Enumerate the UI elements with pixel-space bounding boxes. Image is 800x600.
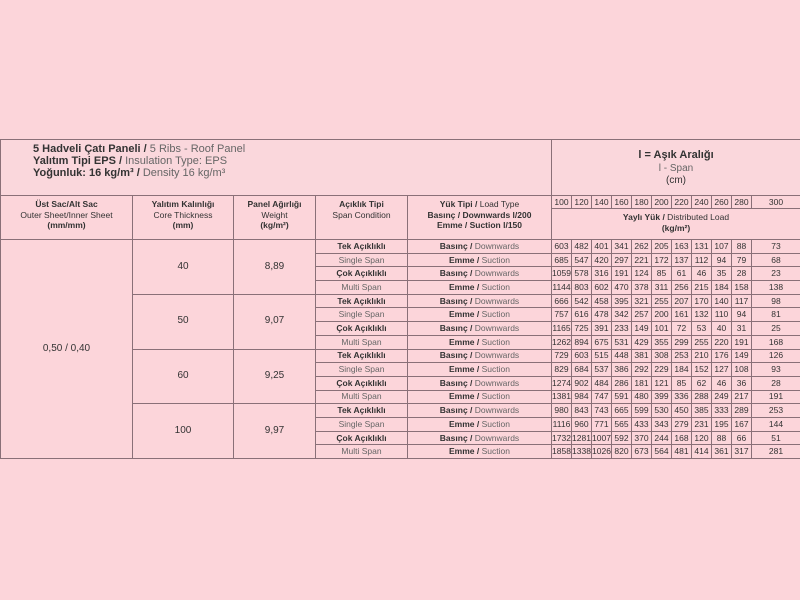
load-value: 46 — [692, 267, 712, 281]
load-value: 391 — [592, 322, 612, 336]
load-value: 124 — [632, 267, 652, 281]
load-value: 980 — [552, 404, 572, 418]
load-value: 370 — [632, 431, 652, 445]
load-suction-label: Emme / Suction — [408, 308, 552, 322]
load-value: 547 — [572, 253, 592, 267]
sheet-thickness: 0,50 / 0,40 — [1, 240, 133, 459]
load-value: 112 — [692, 253, 712, 267]
load-downwards-label: Basınç / Downwards — [408, 376, 552, 390]
load-value: 195 — [712, 417, 732, 431]
load-value: 88 — [732, 240, 752, 254]
load-value: 481 — [672, 445, 692, 459]
span-value: 300 — [752, 196, 800, 209]
load-value: 62 — [692, 376, 712, 390]
load-value: 482 — [572, 240, 592, 254]
load-value: 144 — [752, 417, 800, 431]
load-value: 149 — [732, 349, 752, 363]
load-value: 829 — [552, 363, 572, 377]
load-value: 894 — [572, 335, 592, 349]
span-multi-label: Çok Açıklıklı — [316, 267, 408, 281]
load-value: 666 — [552, 294, 572, 308]
span-title-block — [552, 140, 800, 196]
load-suction-label: Emme / Suction — [408, 417, 552, 431]
load-value: 1007 — [592, 431, 612, 445]
load-value: 61 — [672, 267, 692, 281]
load-value: 121 — [652, 376, 672, 390]
load-value: 149 — [632, 322, 652, 336]
span-value: 240 — [692, 196, 712, 209]
load-value: 35 — [712, 267, 732, 281]
load-value: 88 — [712, 431, 732, 445]
load-value: 72 — [672, 322, 692, 336]
load-value: 253 — [672, 349, 692, 363]
load-value: 321 — [632, 294, 652, 308]
load-value: 381 — [632, 349, 652, 363]
load-table — [0, 139, 800, 459]
load-value: 984 — [572, 390, 592, 404]
load-value: 217 — [732, 390, 752, 404]
load-value: 401 — [592, 240, 612, 254]
load-value: 46 — [712, 376, 732, 390]
load-value: 101 — [652, 322, 672, 336]
load-downwards-label: Basınç / Downwards — [408, 431, 552, 445]
load-value: 336 — [672, 390, 692, 404]
load-value: 256 — [672, 281, 692, 295]
load-value: 1116 — [552, 417, 572, 431]
load-value: 843 — [572, 404, 592, 418]
span-multi-label: Çok Açıklıklı — [316, 431, 408, 445]
load-value: 85 — [672, 376, 692, 390]
load-value: 98 — [752, 294, 800, 308]
load-value: 94 — [712, 253, 732, 267]
load-value: 279 — [672, 417, 692, 431]
load-suction-label: Emme / Suction — [408, 253, 552, 267]
load-value: 161 — [672, 308, 692, 322]
load-value: 110 — [712, 308, 732, 322]
load-value: 343 — [652, 417, 672, 431]
span-multi-label: Çok Açıklıklı — [316, 376, 408, 390]
load-value: 249 — [712, 390, 732, 404]
load-value: 1732 — [552, 431, 572, 445]
load-suction-label: Emme / Suction — [408, 281, 552, 295]
load-value: 184 — [672, 363, 692, 377]
load-downwards-label: Basınç / Downwards — [408, 240, 552, 254]
load-value: 448 — [612, 349, 632, 363]
load-value: 355 — [652, 335, 672, 349]
span-single-label: Tek Açıklıklı — [316, 294, 408, 308]
load-value: 131 — [692, 240, 712, 254]
load-value: 107 — [712, 240, 732, 254]
load-value: 385 — [692, 404, 712, 418]
load-value: 603 — [572, 349, 592, 363]
load-value: 25 — [752, 322, 800, 336]
core-thickness: 50 — [133, 294, 234, 349]
panel-title-block — [1, 140, 552, 196]
load-value: 140 — [712, 294, 732, 308]
panel-weight: 9,25 — [234, 349, 316, 404]
span-title: l = Aşık Aralığı — [638, 149, 714, 162]
load-value: 170 — [692, 294, 712, 308]
load-downwards-label: Basınç / Downwards — [408, 349, 552, 363]
load-value: 484 — [592, 376, 612, 390]
load-value: 231 — [692, 417, 712, 431]
load-value: 902 — [572, 376, 592, 390]
load-value: 685 — [552, 253, 572, 267]
span-single-label: Tek Açıklıklı — [316, 404, 408, 418]
load-value: 603 — [552, 240, 572, 254]
load-value: 342 — [612, 308, 632, 322]
load-value: 132 — [692, 308, 712, 322]
density-en: Density 16 kg/m³ — [139, 166, 226, 179]
load-suction-label: Emme / Suction — [408, 445, 552, 459]
load-value: 297 — [612, 253, 632, 267]
load-value: 163 — [672, 240, 692, 254]
span-single-label-en: Single Span — [316, 417, 408, 431]
load-value: 229 — [652, 363, 672, 377]
span-value: 180 — [632, 196, 652, 209]
load-value: 530 — [652, 404, 672, 418]
load-value: 73 — [752, 240, 800, 254]
load-value: 531 — [612, 335, 632, 349]
load-value: 172 — [652, 253, 672, 267]
load-value: 803 — [572, 281, 592, 295]
load-value: 257 — [632, 308, 652, 322]
load-value: 458 — [592, 294, 612, 308]
span-single-label: Tek Açıklıklı — [316, 240, 408, 254]
distributed-load-header: Yaylı Yük / Distributed Load (kg/m²) — [552, 209, 800, 240]
span-multi-label-en: Multi Span — [316, 281, 408, 295]
load-value: 450 — [672, 404, 692, 418]
load-value: 167 — [732, 417, 752, 431]
load-value: 158 — [732, 281, 752, 295]
load-value: 184 — [712, 281, 732, 295]
load-value: 220 — [712, 335, 732, 349]
load-suction-label: Emme / Suction — [408, 363, 552, 377]
load-suction-label: Emme / Suction — [408, 390, 552, 404]
load-value: 747 — [592, 390, 612, 404]
load-value: 515 — [592, 349, 612, 363]
load-value: 378 — [632, 281, 652, 295]
load-value: 565 — [612, 417, 632, 431]
load-value: 308 — [652, 349, 672, 363]
load-value: 281 — [752, 445, 800, 459]
load-value: 286 — [612, 376, 632, 390]
span-value: 160 — [612, 196, 632, 209]
load-value: 960 — [572, 417, 592, 431]
load-value: 94 — [732, 308, 752, 322]
load-value: 233 — [612, 322, 632, 336]
span-unit: (cm) — [666, 174, 686, 186]
load-value: 85 — [652, 267, 672, 281]
load-value: 1281 — [572, 431, 592, 445]
load-value: 137 — [672, 253, 692, 267]
span-multi-label-en: Multi Span — [316, 335, 408, 349]
load-value: 578 — [572, 267, 592, 281]
load-value: 399 — [652, 390, 672, 404]
load-value: 478 — [592, 308, 612, 322]
col-sheet: Üst Sac/Alt Sac Outer Sheet/Inner Sheet (mm/mm) — [1, 196, 133, 240]
load-value: 602 — [592, 281, 612, 295]
span-multi-label-en: Multi Span — [316, 445, 408, 459]
span-value: 260 — [712, 196, 732, 209]
core-thickness: 100 — [133, 404, 234, 459]
load-value: 191 — [752, 390, 800, 404]
load-downwards-label: Basınç / Downwards — [408, 294, 552, 308]
load-value: 181 — [632, 376, 652, 390]
load-value: 542 — [572, 294, 592, 308]
load-value: 168 — [752, 335, 800, 349]
col-load: Yük Tipi / Load Type Basınç / Downwards l/200 Emme / Suction l/150 — [408, 196, 552, 240]
load-value: 215 — [692, 281, 712, 295]
density-tr: Yoğunluk: 16 kg/m³ / — [33, 166, 140, 179]
core-thickness: 60 — [133, 349, 234, 404]
panel-weight: 9,97 — [234, 404, 316, 459]
span-value: 120 — [572, 196, 592, 209]
span-single-label-en: Single Span — [316, 253, 408, 267]
core-thickness: 40 — [133, 240, 234, 295]
span-value: 200 — [652, 196, 672, 209]
load-value: 23 — [752, 267, 800, 281]
load-value: 684 — [572, 363, 592, 377]
load-downwards-label: Basınç / Downwards — [408, 267, 552, 281]
load-value: 1381 — [552, 390, 572, 404]
load-value: 127 — [712, 363, 732, 377]
panel-weight: 9,07 — [234, 294, 316, 349]
span-multi-label: Çok Açıklıklı — [316, 322, 408, 336]
load-value: 288 — [692, 390, 712, 404]
load-value: 299 — [672, 335, 692, 349]
load-value: 1858 — [552, 445, 572, 459]
load-value: 591 — [612, 390, 632, 404]
load-value: 28 — [752, 376, 800, 390]
load-value: 317 — [732, 445, 752, 459]
load-value: 537 — [592, 363, 612, 377]
table-row — [1, 240, 800, 254]
load-value: 1165 — [552, 322, 572, 336]
load-value: 743 — [592, 404, 612, 418]
load-value: 341 — [612, 240, 632, 254]
col-weight: Panel Ağırlığı Weight (kg/m²) — [234, 196, 316, 240]
insulation-tr: Yalıtım Tipi EPS / — [33, 154, 123, 167]
load-value: 53 — [692, 322, 712, 336]
load-value: 221 — [632, 253, 652, 267]
load-value: 420 — [592, 253, 612, 267]
load-value: 81 — [752, 308, 800, 322]
panel-weight: 8,89 — [234, 240, 316, 295]
load-value: 665 — [612, 404, 632, 418]
load-value: 79 — [732, 253, 752, 267]
load-value: 771 — [592, 417, 612, 431]
load-value: 599 — [632, 404, 652, 418]
load-value: 108 — [732, 363, 752, 377]
load-value: 152 — [692, 363, 712, 377]
span-value: 100 — [552, 196, 572, 209]
load-value: 117 — [732, 294, 752, 308]
load-value: 191 — [612, 267, 632, 281]
load-value: 93 — [752, 363, 800, 377]
load-value: 1274 — [552, 376, 572, 390]
load-value: 480 — [632, 390, 652, 404]
load-value: 255 — [652, 294, 672, 308]
span-value: 220 — [672, 196, 692, 209]
title-tr: 5 Hadveli Çatı Paneli / — [33, 143, 147, 155]
load-value: 592 — [612, 431, 632, 445]
load-value: 725 — [572, 322, 592, 336]
load-value: 262 — [632, 240, 652, 254]
load-value: 675 — [592, 335, 612, 349]
load-value: 28 — [732, 267, 752, 281]
load-value: 51 — [752, 431, 800, 445]
load-suction-label: Emme / Suction — [408, 335, 552, 349]
load-value: 729 — [552, 349, 572, 363]
load-downwards-label: Basınç / Downwards — [408, 322, 552, 336]
load-downwards-label: Basınç / Downwards — [408, 404, 552, 418]
load-value: 1026 — [592, 445, 612, 459]
load-value: 120 — [692, 431, 712, 445]
load-value: 255 — [692, 335, 712, 349]
load-value: 68 — [752, 253, 800, 267]
load-value: 200 — [652, 308, 672, 322]
load-value: 168 — [672, 431, 692, 445]
load-value: 66 — [732, 431, 752, 445]
load-value: 1144 — [552, 281, 572, 295]
span-value: 280 — [732, 196, 752, 209]
load-value: 316 — [592, 267, 612, 281]
load-value: 470 — [612, 281, 632, 295]
load-value: 311 — [652, 281, 672, 295]
load-value: 1262 — [552, 335, 572, 349]
load-value: 820 — [612, 445, 632, 459]
span-subtitle: l - Span — [658, 162, 694, 174]
span-multi-label-en: Multi Span — [316, 390, 408, 404]
load-value: 253 — [752, 404, 800, 418]
load-value: 40 — [712, 322, 732, 336]
load-value: 31 — [732, 322, 752, 336]
load-value: 395 — [612, 294, 632, 308]
load-value: 292 — [632, 363, 652, 377]
load-value: 138 — [752, 281, 800, 295]
load-value: 1059 — [552, 267, 572, 281]
load-value: 616 — [572, 308, 592, 322]
load-value: 210 — [692, 349, 712, 363]
load-value: 433 — [632, 417, 652, 431]
load-value: 244 — [652, 431, 672, 445]
load-value: 191 — [732, 335, 752, 349]
load-value: 207 — [672, 294, 692, 308]
col-span: Açıklık Tipi Span Condition — [316, 196, 408, 240]
load-value: 126 — [752, 349, 800, 363]
load-value: 176 — [712, 349, 732, 363]
title-en: 5 Ribs - Roof Panel — [146, 143, 246, 155]
load-value: 289 — [732, 404, 752, 418]
span-single-label: Tek Açıklıklı — [316, 349, 408, 363]
load-value: 673 — [632, 445, 652, 459]
load-value: 414 — [692, 445, 712, 459]
span-single-label-en: Single Span — [316, 363, 408, 377]
load-value: 564 — [652, 445, 672, 459]
span-single-label-en: Single Span — [316, 308, 408, 322]
col-core: Yalıtım Kalınlığı Core Thickness (mm) — [133, 196, 234, 240]
insulation-en: Insulation Type: EPS — [122, 154, 228, 167]
load-value: 36 — [732, 376, 752, 390]
load-value: 757 — [552, 308, 572, 322]
load-value: 361 — [712, 445, 732, 459]
load-value: 333 — [712, 404, 732, 418]
load-value: 429 — [632, 335, 652, 349]
load-value: 386 — [612, 363, 632, 377]
load-value: 205 — [652, 240, 672, 254]
load-value: 1338 — [572, 445, 592, 459]
span-value: 140 — [592, 196, 612, 209]
